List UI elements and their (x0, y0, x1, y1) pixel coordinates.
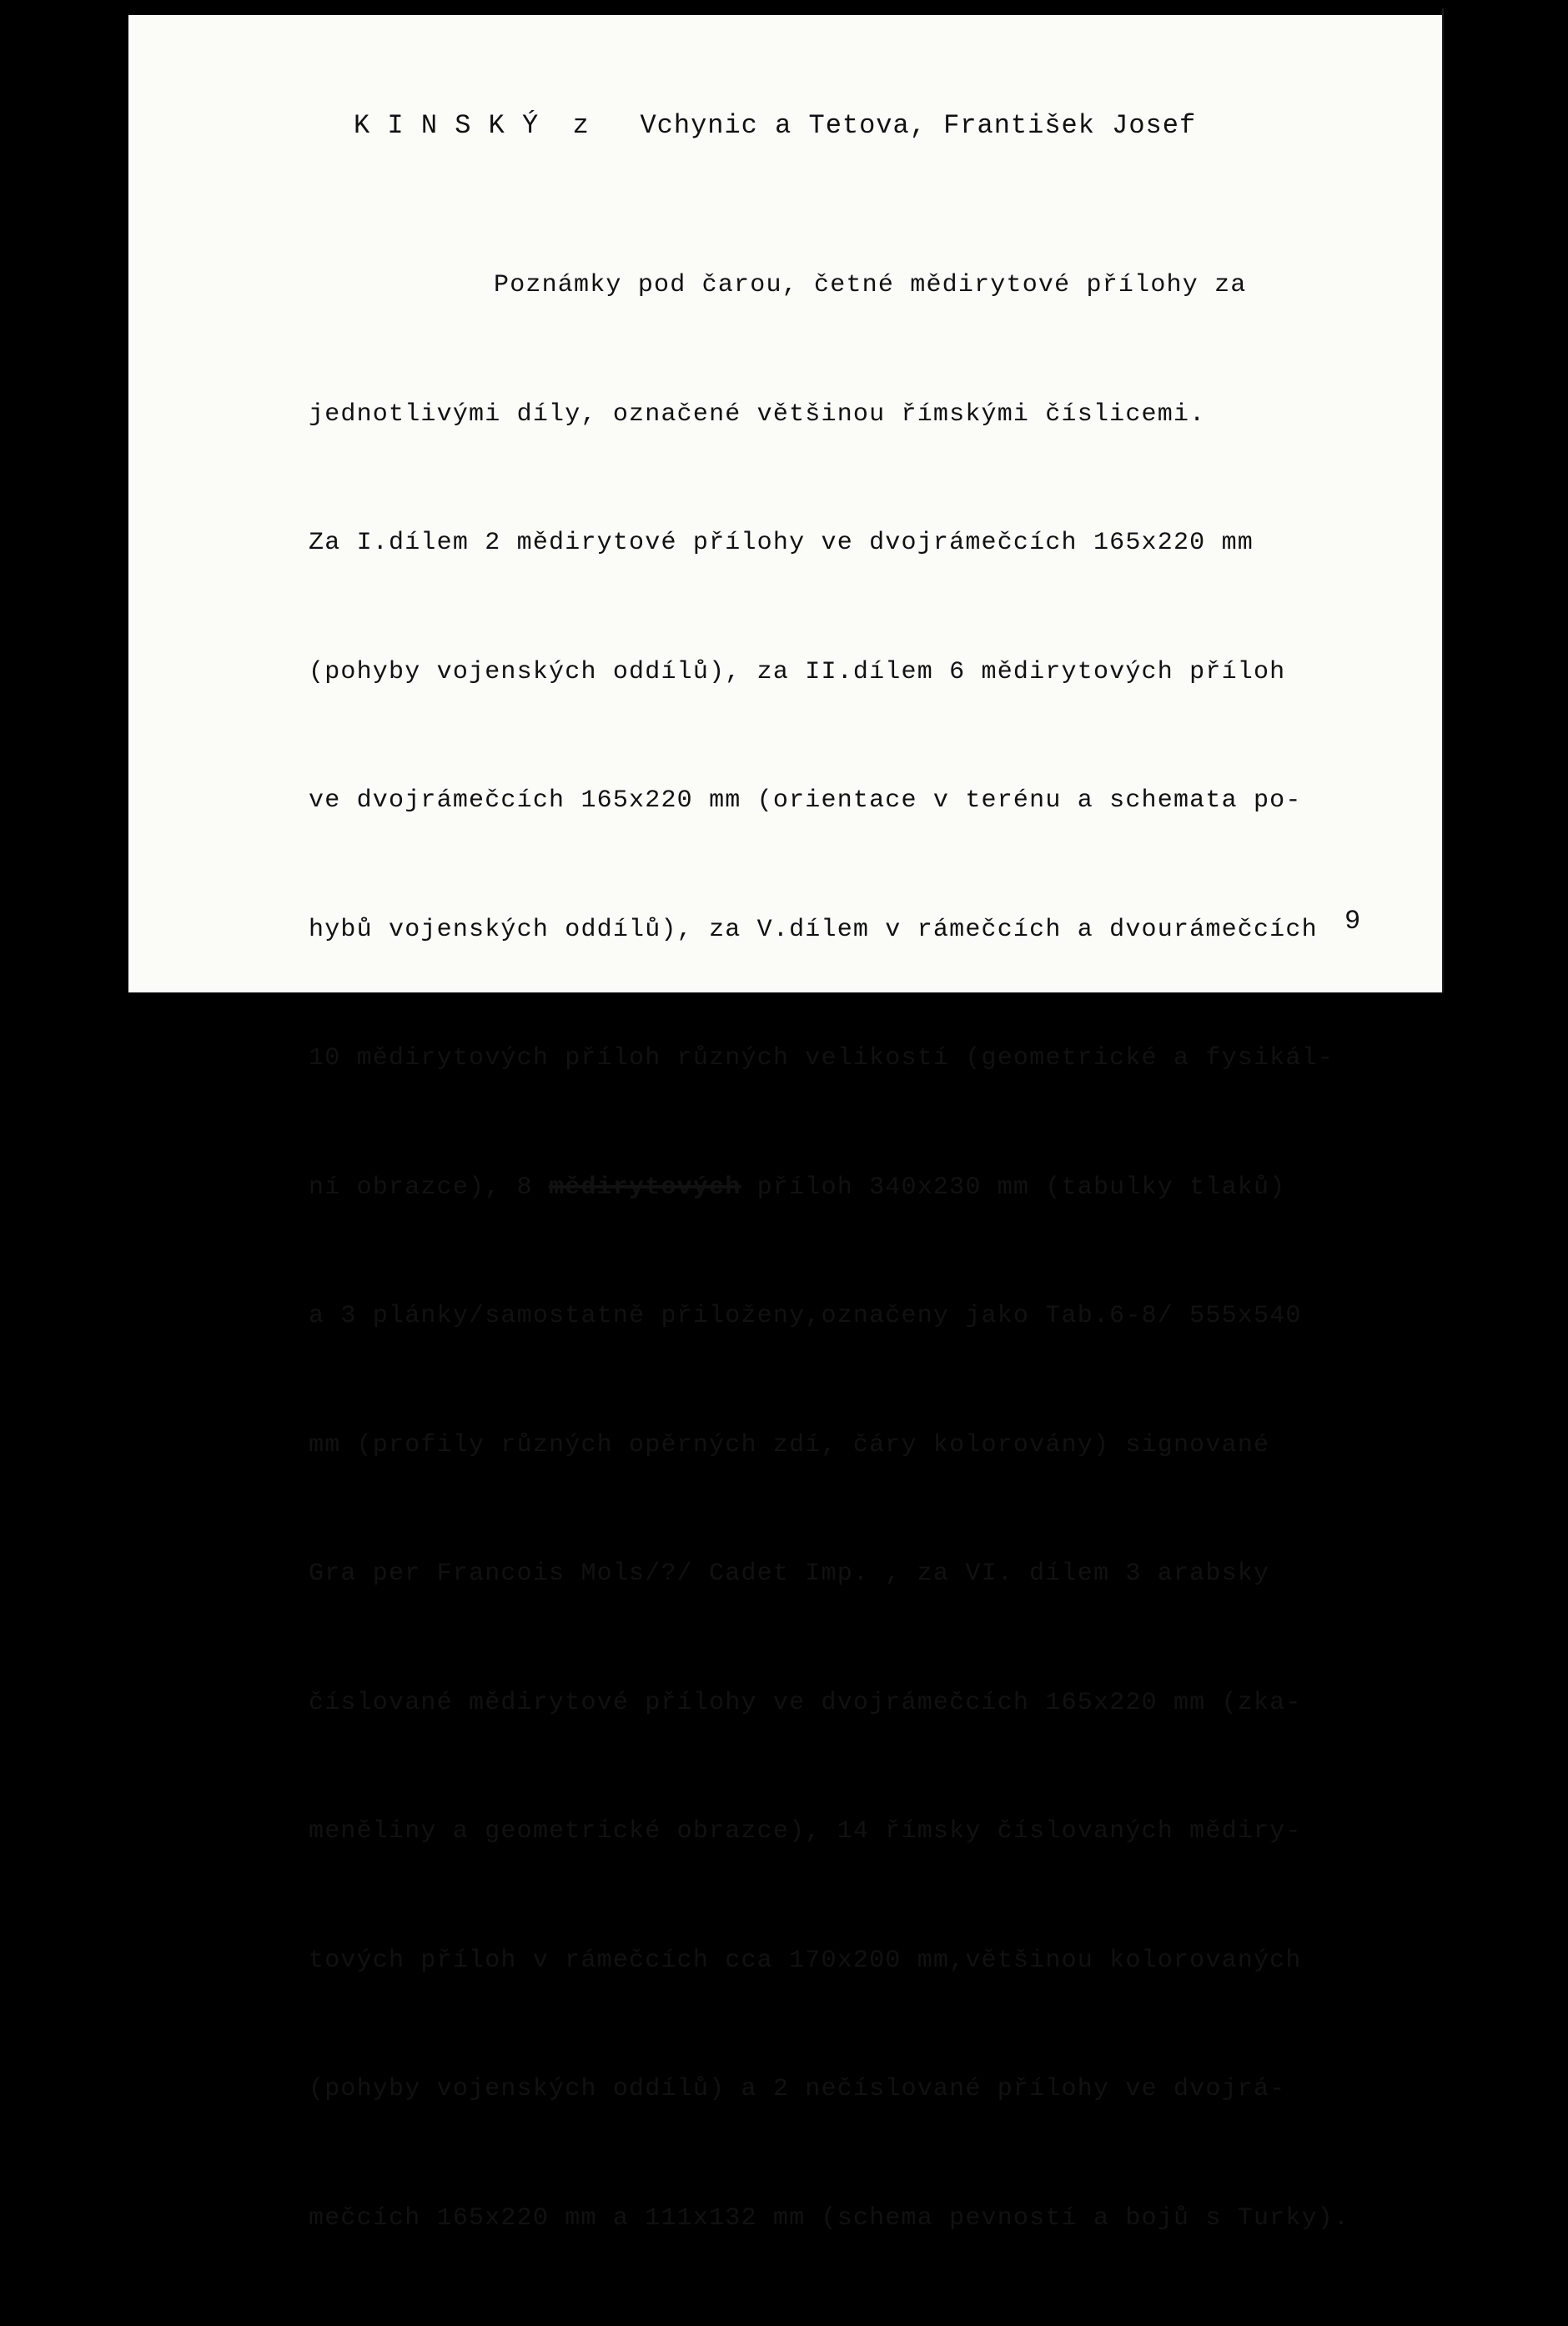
body-line-12: číslované mědirytové přílohy ve dvojrámečcích 165x220 mm (zka- (309, 1688, 1302, 1717)
body-line-3: Za I.dílem 2 mědirytové přílohy ve dvojrámečcích 165x220 mm (309, 529, 1254, 557)
page-edge (1442, 8, 1444, 992)
document-body (309, 178, 1349, 2326)
body-line-4: (pohyby vojenských oddílů), za II.dílem 6 mědirytových příloh (309, 657, 1286, 686)
body-line-11: Gra per Francois Mols/?/ Cadet Imp. , za VI. dílem 3 arabsky (309, 1560, 1270, 1588)
body-line-8-end: příloh 340x230 mm (tabulky tlaků) (741, 1173, 1286, 1202)
body-line-10: mm (profily různých opěrných zdí, čáry kolorovány) signované (309, 1430, 1270, 1459)
body-line-2: jednotlivými díly, označené většinou římskými číslicemi. (309, 399, 1206, 429)
body-line-8 (309, 1167, 1349, 1210)
struck-word: mědirytových (549, 1173, 741, 1202)
body-line-16: mečcích 165x220 mm a 111x132 mm (schema pevností a bojů s Turky). (309, 2203, 1350, 2233)
body-line-13: meněliny a geometrické obrazce), 14 římsky číslovaných mědiry- (309, 1817, 1302, 1846)
scanned-page (128, 15, 1442, 2233)
body-line-14: tových příloh v rámečcích cca 170x200 mm,většinou kolorovaných (309, 1946, 1302, 1975)
body-line-8-start: ní obrazce), 8 (309, 1173, 550, 1202)
body-line-5: ve dvojrámečcích 165x220 mm (orientace v terénu a schemata po- (309, 786, 1302, 815)
body-line-9: a 3 plánky/samostatně přiloženy,označeny jako Tab.6-8/ 555x540 (309, 1302, 1302, 1330)
body-line-1: Poznámky pod čarou, četné mědirytové přílohy za (494, 271, 1247, 299)
document-heading: K I N S K Ý z Vchynic a Tetova, František Josef (354, 110, 1197, 141)
body-line-6: hybů vojenských oddílů), za V.dílem v rámečcích a dvourámečcích (309, 915, 1318, 944)
page-number: 9 (1344, 906, 1361, 937)
body-line-15: (pohyby vojenských oddílů) a 2 nečíslované přílohy ve dvojrá- (309, 2075, 1286, 2103)
body-line-7: 10 mědirytových příloh různých velikostí (geometrické a fysikál- (309, 1044, 1334, 1073)
